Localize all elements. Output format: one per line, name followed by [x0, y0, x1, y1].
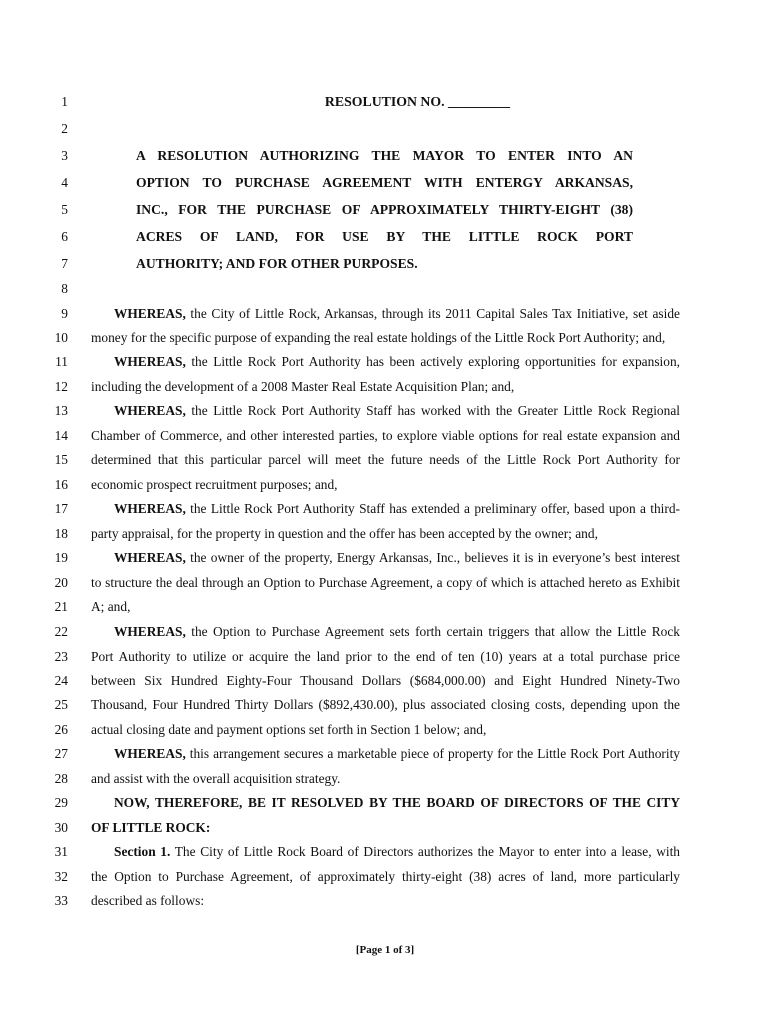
- line-number: 8: [61, 281, 68, 296]
- line-17: [0, 497, 770, 521]
- line-number: 3: [61, 148, 68, 163]
- line-5: [0, 198, 770, 222]
- line-9: [0, 302, 770, 326]
- line-2: [0, 117, 770, 141]
- line-number: 12: [54, 379, 68, 394]
- line-number: 30: [54, 820, 68, 835]
- line-1: [0, 90, 770, 114]
- line-number: 19: [54, 550, 68, 565]
- body-line: described as follows:: [91, 893, 205, 908]
- line-8: [0, 277, 770, 301]
- body-line: determined that this particular parcel will meet the future needs of the Little Rock Port Authority for: [91, 452, 680, 467]
- line-18: [0, 522, 770, 546]
- line-11: [0, 350, 770, 374]
- whereas-label: WHEREAS,: [114, 624, 186, 639]
- body-line: WHEREAS, the Little Rock Port Authority has been actively exploring opportunities for expansion,: [114, 354, 680, 369]
- line-number: 1: [61, 94, 68, 109]
- line-21: [0, 595, 770, 619]
- body-line: A; and,: [91, 599, 131, 614]
- line-31: [0, 840, 770, 864]
- title-line: INC., FOR THE PURCHASE OF APPROXIMATELY THIRTY-EIGHT (38): [136, 202, 633, 217]
- whereas-label: WHEREAS,: [114, 403, 186, 418]
- line-number: 4: [61, 175, 68, 190]
- line-30: [0, 816, 770, 840]
- line-10: [0, 326, 770, 350]
- line-19: [0, 546, 770, 570]
- body-line: Thousand, Four Hundred Thirty Dollars ($892,430.00), plus associated closing costs, depending upon the: [91, 697, 680, 712]
- line-number: 14: [54, 428, 68, 443]
- line-number: 29: [54, 795, 68, 810]
- line-7: [0, 252, 770, 276]
- page-footer: [Page 1 of 3]: [355, 944, 415, 956]
- title-line: AUTHORITY; AND FOR OTHER PURPOSES.: [136, 256, 418, 271]
- body-line: economic prospect recruitment purposes; and,: [91, 477, 338, 492]
- body-line: WHEREAS, the Little Rock Port Authority Staff has extended a preliminary offer, based upon a third-: [114, 501, 680, 516]
- body-line: Section 1. The City of Little Rock Board of Directors authorizes the Mayor to enter into a lease, with: [114, 844, 680, 859]
- body-line: actual closing date and payment options set forth in Section 1 below; and,: [91, 722, 487, 737]
- line-number: 15: [54, 452, 68, 467]
- line-33: [0, 889, 770, 913]
- line-20: [0, 571, 770, 595]
- line-number: 5: [61, 202, 68, 217]
- line-number: 11: [55, 354, 68, 369]
- body-line: WHEREAS, this arrangement secures a marketable piece of property for the Little Rock Port Authority: [114, 746, 680, 761]
- whereas-label: WHEREAS,: [114, 550, 186, 565]
- line-number: 32: [54, 869, 68, 884]
- whereas-label: WHEREAS,: [114, 306, 186, 321]
- line-number: 23: [54, 649, 68, 664]
- resolution-title: RESOLUTION NO. _________: [324, 94, 511, 109]
- line-number: 27: [54, 746, 68, 761]
- line-15: [0, 448, 770, 472]
- line-3: [0, 144, 770, 168]
- line-number: 13: [54, 403, 68, 418]
- line-number: 7: [61, 256, 68, 271]
- line-number: 26: [54, 722, 68, 737]
- line-22: [0, 620, 770, 644]
- body-line: Chamber of Commerce, and other interested parties, to explore viable options for real estate expansion and: [91, 428, 680, 443]
- line-16: [0, 473, 770, 497]
- line-13: [0, 399, 770, 423]
- title-line: ACRES OF LAND, FOR USE BY THE LITTLE ROCK PORT: [136, 229, 633, 244]
- title-line: A RESOLUTION AUTHORIZING THE MAYOR TO ENTER INTO AN: [136, 148, 633, 163]
- line-29: [0, 791, 770, 815]
- body-line: the Option to Purchase Agreement, of approximately thirty-eight (38) acres of land, more particularly: [91, 869, 680, 884]
- body-line: WHEREAS, the owner of the property, Energy Arkansas, Inc., believes it is in everyone’s best interest: [114, 550, 680, 565]
- line-number: 25: [54, 697, 68, 712]
- line-6: [0, 225, 770, 249]
- line-number: 18: [54, 526, 68, 541]
- body-line: including the development of a 2008 Master Real Estate Acquisition Plan; and,: [91, 379, 515, 394]
- line-number: 31: [54, 844, 68, 859]
- body-line: to structure the deal through an Option to Purchase Agreement, a copy of which is attached hereto as Exhibit: [91, 575, 680, 590]
- line-number: 33: [54, 893, 68, 908]
- body-line: WHEREAS, the City of Little Rock, Arkansas, through its 2011 Capital Sales Tax Initiative, set aside: [114, 306, 680, 321]
- line-number: 20: [54, 575, 68, 590]
- body-line: party appraisal, for the property in question and the offer has been accepted by the owner; and,: [91, 526, 598, 541]
- body-line: money for the specific purpose of expanding the real estate holdings of the Little Rock Port Authority; and,: [91, 330, 666, 345]
- resolved-clause: NOW, THEREFORE, BE IT RESOLVED BY THE BOARD OF DIRECTORS OF THE CITY: [114, 795, 680, 810]
- title-line: OPTION TO PURCHASE AGREEMENT WITH ENTERGY ARKANSAS,: [136, 175, 633, 190]
- body-line: and assist with the overall acquisition strategy.: [91, 771, 341, 786]
- line-24: [0, 669, 770, 693]
- line-number: 10: [54, 330, 68, 345]
- line-number: 21: [54, 599, 68, 614]
- line-4: [0, 171, 770, 195]
- body-line: Port Authority to utilize or acquire the land prior to the end of ten (10) years at a total purchase price: [91, 649, 680, 664]
- line-32: [0, 865, 770, 889]
- whereas-label: WHEREAS,: [114, 501, 186, 516]
- line-number: 16: [54, 477, 68, 492]
- whereas-label: WHEREAS,: [114, 746, 186, 761]
- line-number: 22: [54, 624, 68, 639]
- line-28: [0, 767, 770, 791]
- line-number: 28: [54, 771, 68, 786]
- body-line: between Six Hundred Eighty-Four Thousand Dollars ($684,000.00) and Eight Hundred Ninety-Two: [91, 673, 680, 688]
- line-number: 9: [61, 306, 68, 321]
- line-12: [0, 375, 770, 399]
- line-number: 6: [61, 229, 68, 244]
- resolved-clause: OF LITTLE ROCK:: [91, 820, 211, 835]
- line-14: [0, 424, 770, 448]
- line-number: 24: [54, 673, 68, 688]
- body-line: WHEREAS, the Option to Purchase Agreement sets forth certain triggers that allow the Little Rock: [114, 624, 680, 639]
- body-line: WHEREAS, the Little Rock Port Authority Staff has worked with the Greater Little Rock Regional: [114, 403, 680, 418]
- line-25: [0, 693, 770, 717]
- line-number: 17: [54, 501, 68, 516]
- line-number: 2: [61, 121, 68, 136]
- line-26: [0, 718, 770, 742]
- line-23: [0, 645, 770, 669]
- line-27: [0, 742, 770, 766]
- section-label: Section 1.: [114, 844, 171, 859]
- whereas-label: WHEREAS,: [114, 354, 186, 369]
